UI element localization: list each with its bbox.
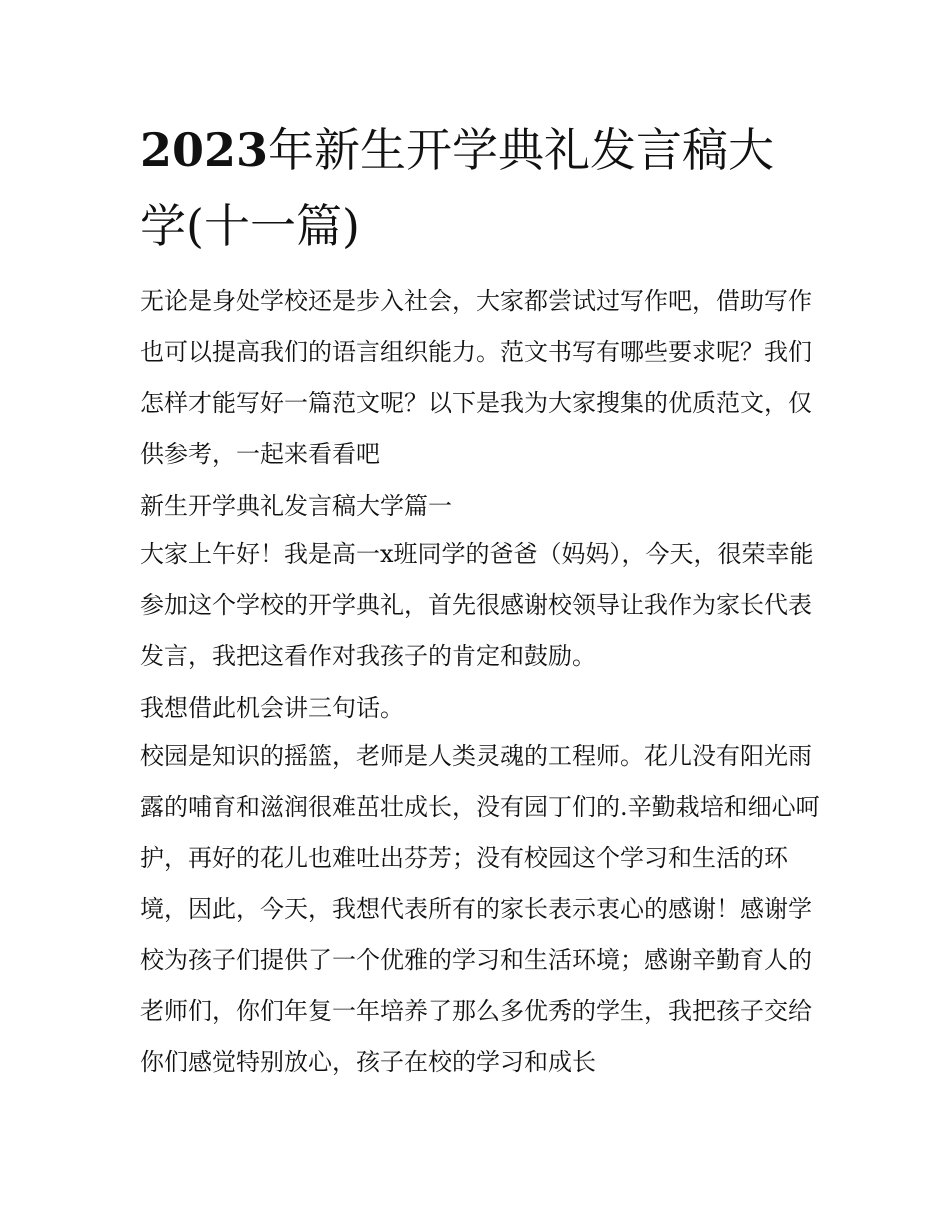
intro-paragraph: 无论是身处学校还是步入社会，大家都尝试过写作吧，借助写作也可以提高我们的语言组织能力。范文书写有哪些要求呢？我们怎样才能写好一篇范文呢？以下是我为大家搜集的优质范文，仅供参考，一起来看看吧: [140, 287, 812, 468]
campus-paragraph: 校园是知识的摇篮，老师是人类灵魂的工程师。花儿没有阳光雨露的哺育和滋润很难茁壮成长，没有园丁们的.辛勤栽培和细心呵护，再好的花儿也难吐出芬芳；没有校园这个学习和生活的环境，因此，今天，我想代表所有的家长表示衷心的感谢！感谢学校为孩子们提供了一个优雅的学习和生活环境；感谢辛勤育人的老师们，你们年复一年培养了那么多优秀的学生，我把孩子交给你们感觉特别放心，孩子在校的学习和成长: [140, 742, 820, 1076]
title-text: 年新生开学典礼发言稿大学(十一篇): [140, 123, 775, 253]
three-points-paragraph: 我想借此机会讲三句话。: [140, 694, 404, 722]
greeting-paragraph: 大家上午好！我是高一x班同学的爸爸（妈妈），今天，很荣幸能参加这个学校的开学典礼，首先很感谢校领导让我作为家长代表发言，我把这看作对我孩子的肯定和鼓励。: [140, 540, 814, 670]
title-year: 2023: [140, 123, 269, 177]
document-body: [140, 276, 820, 1088]
section-heading: 新生开学典礼发言稿大学篇一: [140, 492, 452, 520]
document-title: [140, 112, 820, 264]
